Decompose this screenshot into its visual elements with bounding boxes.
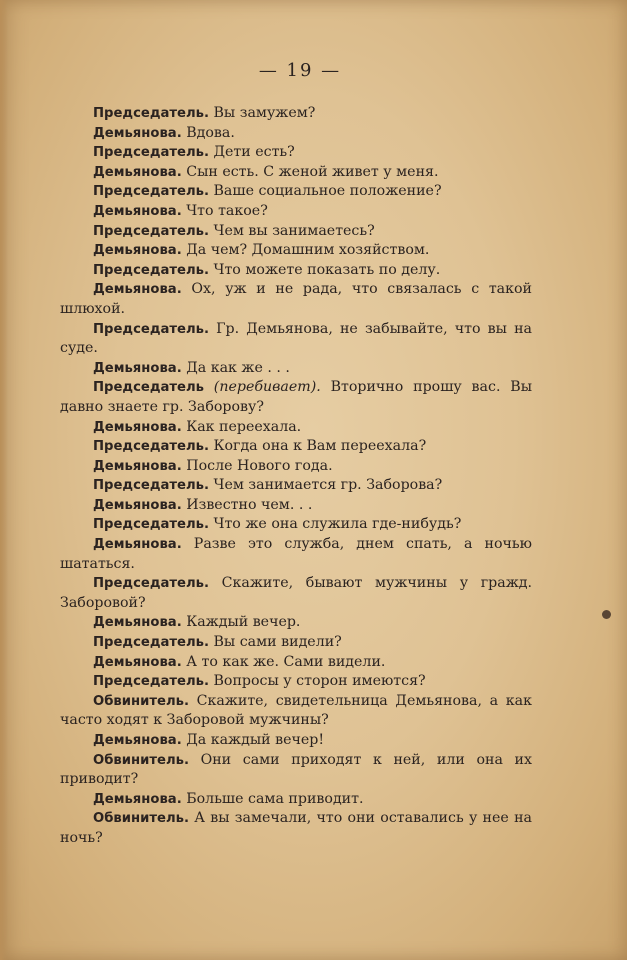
line-text: Что же она служила где-нибудь?: [208, 516, 462, 533]
dialogue-line: [60, 437, 532, 457]
dialogue-line: [60, 261, 532, 281]
speaker-name: Председатель.: [93, 635, 209, 651]
speaker-name: Председатель.: [93, 106, 209, 121]
dialogue-line: [60, 320, 532, 359]
line-text: Вопросы у сторон имеются?: [208, 673, 426, 690]
dialogue-line: [60, 633, 532, 653]
speaker-name: Демьянова.: [93, 497, 182, 513]
page-number: — 19 —: [258, 60, 342, 81]
line-text: Каждый вечер.: [181, 614, 301, 631]
line-text: Как переехала.: [181, 418, 302, 435]
speaker-name: Демьянова.: [93, 654, 182, 670]
speaker-name: Председатель.: [93, 576, 209, 592]
dialogue-line: [60, 809, 532, 848]
speaker-name: Обвинитель.: [93, 811, 189, 827]
dialogue-line: [60, 672, 532, 692]
line-text: Ваше социальное положение?: [208, 183, 442, 200]
line-text: Сын есть. С женой живет у меня.: [181, 163, 439, 180]
line-text: Они сами приходят к ней, или она их приводит?: [60, 751, 532, 788]
dialogue-line: [60, 418, 532, 438]
speaker-name: Председатель.: [93, 478, 209, 494]
speaker-name: Председатель.: [93, 262, 209, 278]
dialogue-line: [60, 280, 532, 319]
line-text: Что можете показать по делу.: [208, 261, 441, 278]
line-text: Ох, уж и не рада, что связалась с такой шлюхой.: [60, 281, 532, 317]
line-text: Скажите, свидетельница Демьянова, а как часто ходят к Заборовой мужчины?: [60, 692, 532, 729]
speaker-name: Председатель.: [93, 223, 209, 239]
line-text: Вы сами видели?: [208, 634, 342, 651]
line-text: Чем вы занимаетесь?: [208, 222, 375, 239]
speaker-name: Демьянова.: [93, 419, 182, 435]
line-text: Да как же . . .: [181, 359, 290, 376]
dialogue-line: [60, 222, 532, 242]
dialogue-line: [60, 751, 532, 790]
line-text: Известно чем. . .: [181, 496, 313, 513]
dialogue-line: [60, 124, 532, 144]
line-text: Больше сама приводит.: [181, 790, 364, 807]
line-text: Разве это служба, днем спать, а ночью шататься.: [60, 536, 532, 572]
line-text: Скажите, бывают мужчины у гражд. Заборовой?: [60, 575, 532, 611]
speaker-name: Председатель.: [93, 184, 209, 200]
line-text: Да чем? Домашним хозяйством.: [181, 242, 430, 259]
dialogue-line: [60, 574, 532, 613]
dialogue-text: [60, 104, 532, 849]
speaker-name: Демьянова.: [93, 537, 182, 553]
speaker-name: Председатель.: [93, 674, 209, 690]
speaker-name: Обвинитель.: [93, 693, 189, 709]
speaker-name: Демьянова.: [93, 733, 182, 748]
dialogue-line: [60, 731, 532, 751]
dialogue-line: [60, 359, 532, 379]
line-text: Что такое?: [181, 202, 268, 219]
speaker-name: Демьянова.: [93, 125, 182, 141]
dialogue-line: [60, 378, 532, 417]
dialogue-line: [60, 163, 532, 183]
line-text: Вы замужем?: [208, 105, 316, 121]
speaker-name: Председатель.: [93, 145, 209, 161]
line-text: После Нового года.: [181, 457, 333, 474]
stage-direction: (перебивает).: [203, 379, 321, 396]
dialogue-line: [60, 104, 532, 124]
speaker-name: Демьянова.: [93, 282, 182, 298]
speaker-name: Демьянова.: [93, 243, 182, 259]
dialogue-line: [60, 457, 532, 477]
speaker-name: Демьянова.: [93, 615, 182, 631]
dialogue-line: [60, 613, 532, 633]
line-text: Да каждый вечер!: [181, 732, 325, 748]
speaker-name: Демьянова.: [93, 791, 182, 807]
line-text: Вдова.: [181, 124, 235, 141]
speaker-name: Председатель.: [93, 321, 209, 337]
speaker-name: Председатель.: [93, 439, 209, 455]
line-text: Когда она к Вам переехала?: [208, 438, 427, 455]
dialogue-line: [60, 790, 532, 810]
dialogue-line: [60, 476, 532, 496]
dialogue-line: [60, 515, 532, 535]
line-text: Дети есть?: [208, 144, 295, 161]
speaker-name: Председатель: [93, 380, 204, 396]
dialogue-line: [60, 143, 532, 163]
speaker-name: Демьянова.: [93, 360, 182, 376]
dialogue-line: [60, 241, 532, 261]
ink-blot: [602, 610, 611, 619]
line-text: А то как же. Сами видели.: [181, 653, 386, 670]
line-text: Гр. Демьянова, не забывайте, что вы на суде.: [60, 320, 532, 357]
dialogue-line: [60, 202, 532, 222]
speaker-name: Председатель.: [93, 517, 209, 533]
speaker-name: Демьянова.: [93, 458, 182, 474]
page-edge-shadow: [0, 0, 8, 960]
speaker-name: Обвинитель.: [93, 752, 189, 768]
dialogue-line: [60, 535, 532, 574]
dialogue-line: [60, 496, 532, 516]
line-text: Чем занимается гр. Заборова?: [208, 477, 443, 494]
line-text: Вторично прошу вас. Вы давно знаете гр. Заборову?: [60, 379, 532, 415]
dialogue-line: [60, 653, 532, 673]
dialogue-line: [60, 182, 532, 202]
speaker-name: Демьянова.: [93, 203, 182, 219]
dialogue-line: [60, 692, 532, 731]
line-text: А вы замечали, что они оставались у нее на ночь?: [60, 810, 532, 846]
speaker-name: Демьянова.: [93, 164, 182, 180]
